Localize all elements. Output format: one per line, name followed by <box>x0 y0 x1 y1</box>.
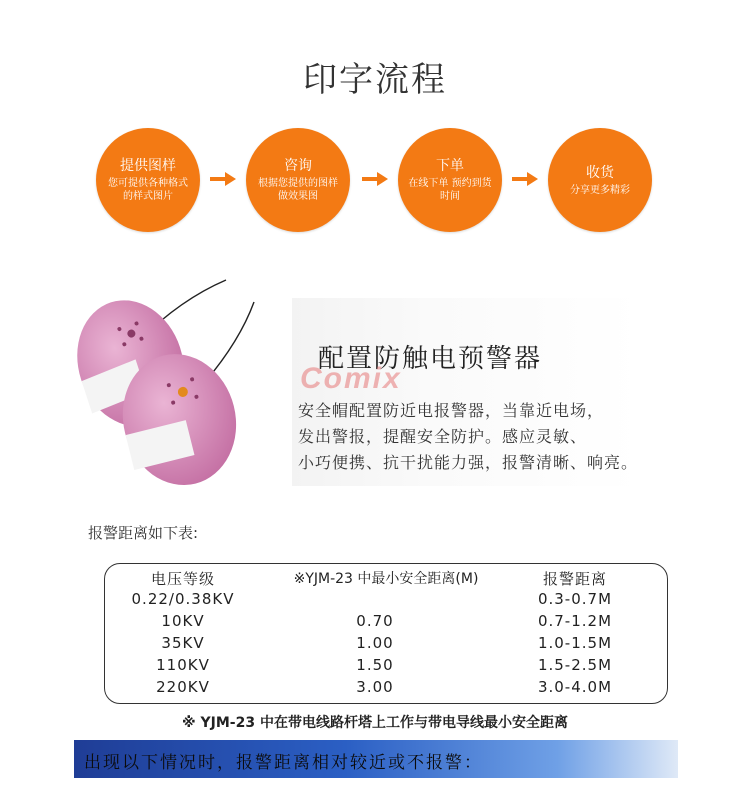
step-provide-design <box>96 128 200 232</box>
voltage-cell: 110KV <box>156 656 210 674</box>
alarm-device-image <box>48 272 308 492</box>
table-row <box>0 656 750 678</box>
table-label: 报警距离如下表: <box>88 524 199 542</box>
table-row <box>0 678 750 700</box>
arrow-right-icon <box>512 172 538 186</box>
step-subtitle: 在线下单 预约到货时间 <box>408 178 492 202</box>
alarm-distance-cell: 0.7-1.2M <box>537 612 613 630</box>
table-row <box>0 634 750 656</box>
section-banner-text: 出现以下情况时，报警距离相对较近或不报警： <box>84 753 483 773</box>
step-title: 咨询 <box>284 158 312 174</box>
step-receive <box>548 128 652 232</box>
table-footnote: ※ YJM-23 中在带电线路杆塔上工作与带电导线最小安全距离 <box>182 715 568 731</box>
step-subtitle: 根据您提供的图样做效果图 <box>258 178 338 202</box>
step-subtitle: 分享更多精彩 <box>570 184 630 196</box>
step-title: 下单 <box>436 158 464 174</box>
product-title: 配置防触电预警器 <box>318 344 543 374</box>
column-header-min-distance: ※YJM-23 中最小安全距离(M) <box>293 571 479 587</box>
step-title: 提供图样 <box>120 158 176 174</box>
description-line: 小巧便携、抗干扰能力强，报警清晰、响亮。 <box>298 453 639 472</box>
alarm-distance-cell: 0.3-0.7M <box>537 590 613 608</box>
min-distance-cell: 3.00 <box>356 678 394 696</box>
description-line: 发出警报，提醒安全防护。感应灵敏、 <box>298 427 588 446</box>
min-distance-cell: 1.00 <box>356 634 394 652</box>
alarm-distance-cell: 3.0-4.0M <box>537 678 613 696</box>
product-description <box>298 398 718 476</box>
alarm-distance-cell: 1.0-1.5M <box>537 634 613 652</box>
alarm-distance-cell: 1.5-2.5M <box>537 656 613 674</box>
voltage-cell: 35KV <box>161 634 205 652</box>
description-line: 安全帽配置防近电报警器，当靠近电场， <box>298 401 605 420</box>
column-header-alarm-distance: 报警距离 <box>542 570 607 588</box>
min-distance-cell: 1.50 <box>356 656 394 674</box>
step-order <box>398 128 502 232</box>
page-title: 印字流程 <box>303 60 447 100</box>
voltage-cell: 10KV <box>161 612 205 630</box>
brand-logo: Comix <box>300 362 402 395</box>
arrow-right-icon <box>210 172 236 186</box>
step-consult <box>246 128 350 232</box>
voltage-cell: 220KV <box>156 678 210 696</box>
step-subtitle: 您可提供各种格式的样式图片 <box>108 178 188 202</box>
voltage-cell: 0.22/0.38KV <box>131 590 235 608</box>
table-row <box>0 612 750 634</box>
step-title: 收货 <box>586 164 614 181</box>
arrow-right-icon <box>362 172 388 186</box>
column-header-voltage: 电压等级 <box>150 570 215 588</box>
min-distance-cell: 0.70 <box>356 612 394 630</box>
table-row <box>0 590 750 612</box>
